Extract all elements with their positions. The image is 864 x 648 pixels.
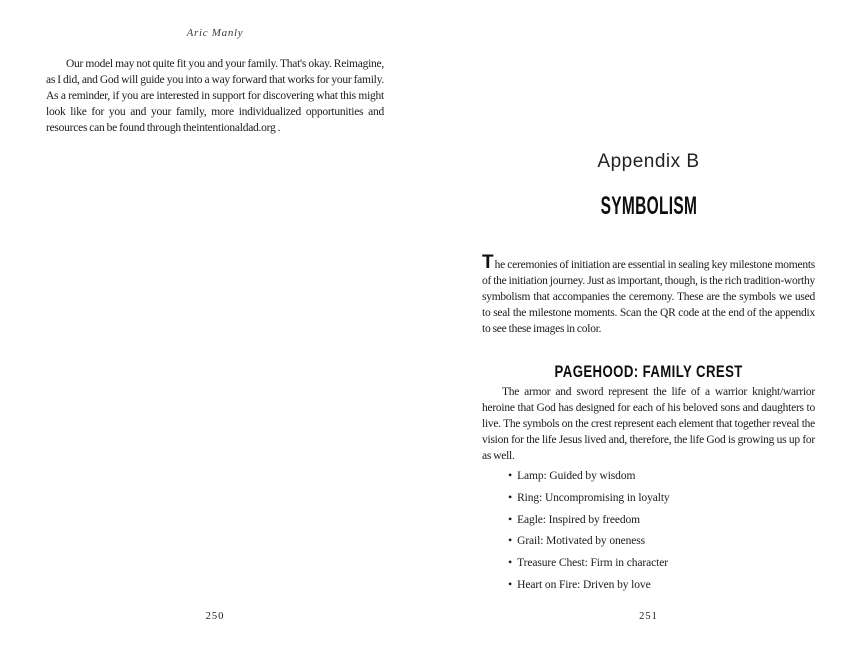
bullet-icon: • <box>508 555 513 570</box>
drop-cap: T <box>482 252 494 273</box>
bullet-icon: • <box>508 511 513 526</box>
bullet-icon: • <box>508 468 513 482</box>
left-body-paragraph: Our model may not quite fit you and your family. That's okay. Reimagine, as I did, and God will guide you into a way forward that works for your family. As a reminder, if you are interested in support for discovering what this might look like for you and your family, more individualized opportunities and resources can be found through theintentionaldad.org . <box>46 58 384 134</box>
section-paragraph: The armor and sword represent the life of a warrior knight/warrior heroine that God has designed for each of his beloved sons and daughters to live. The symbols on the crest represent each element that together reveal the vision for the life Jesus lived and, therefore, the life God is growing us up for as well. <box>482 386 815 462</box>
intro-paragraph-text: he ceremonies of initiation are essential in sealing key milestone moments of the initiation journey. Just as important, though, is the rich tradition-worthy symbolism that accompanies the ceremony. These are the symbols we used to seal the milestone moments. Scan the QR code at the end of the appendix to see these images in color. <box>482 259 815 335</box>
bullet-label: Treasure Chest: Firm in character <box>517 557 668 570</box>
list-item <box>508 533 815 548</box>
section-heading <box>482 362 815 382</box>
intro-paragraph <box>482 252 815 337</box>
list-item <box>508 555 815 570</box>
bullet-label: Grail: Motivated by oneness <box>517 535 646 548</box>
left-page-number: 250 <box>205 611 225 622</box>
list-item <box>508 512 815 527</box>
section-heading-text: PAGEHOOD: FAMILY CREST <box>554 363 743 381</box>
right-page <box>482 0 815 648</box>
bullet-label: Ring: Uncompromising in loyalty <box>517 491 670 504</box>
bullet-label: Lamp: Guided by wisdom <box>517 470 636 482</box>
list-item <box>508 468 815 483</box>
chapter-title <box>482 192 815 220</box>
bullet-icon: • <box>508 533 513 548</box>
right-page-number: 251 <box>639 611 658 622</box>
left-page <box>46 0 384 648</box>
list-item <box>508 490 815 505</box>
chapter-title-text: SYMBOLISM <box>600 192 697 220</box>
bullet-label: Heart on Fire: Driven by love <box>517 578 651 591</box>
bullet-icon: • <box>508 489 513 504</box>
bullet-icon: • <box>508 576 513 591</box>
crest-symbol-list <box>482 468 815 599</box>
bullet-label: Eagle: Inspired by freedom <box>517 513 641 526</box>
list-item <box>508 577 815 592</box>
appendix-label: Appendix B <box>597 151 700 172</box>
running-header: Aric Manly <box>186 27 244 39</box>
